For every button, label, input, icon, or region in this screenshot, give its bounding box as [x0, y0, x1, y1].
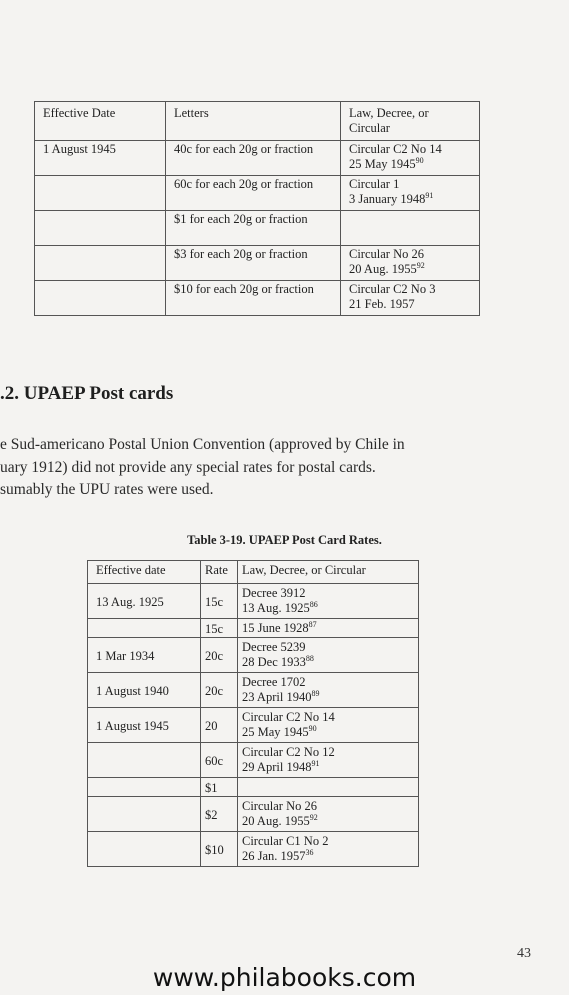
table-row	[35, 281, 480, 316]
law-date: 13 Aug. 1925	[242, 601, 310, 615]
law-date: 21 Feb. 1957	[349, 297, 415, 311]
law-date: 3 January 1948	[349, 192, 426, 206]
law-line	[349, 262, 471, 277]
footnote-ref: 92	[309, 812, 318, 822]
letters-table-body	[35, 141, 480, 316]
rate-cell: $2	[201, 797, 238, 832]
law-line	[242, 601, 414, 616]
table-caption: Table 3-19. UPAEP Post Card Rates.	[187, 533, 382, 547]
table-row	[88, 743, 419, 778]
postcard-rates-table	[87, 560, 419, 867]
law-date: 25 May 1945	[349, 157, 416, 171]
law-line: Circular C1 No 2	[242, 834, 329, 848]
footer-url: www.philabooks.com	[152, 963, 417, 992]
law-cell	[238, 673, 419, 708]
letters-rates-table	[34, 101, 480, 316]
law-cell	[238, 584, 419, 619]
footnote-ref: 88	[305, 653, 314, 663]
law-line	[242, 760, 414, 775]
law-line	[242, 814, 414, 829]
law-cell	[238, 832, 419, 867]
law-line: Circular C2 No 14	[242, 710, 335, 724]
rate-cell: 20	[201, 708, 238, 743]
rate-cell: $10 for each 20g or fraction	[166, 281, 341, 316]
law-line: Circular 1	[349, 177, 400, 191]
law-line	[242, 725, 414, 740]
date-cell: 1 August 1945	[35, 141, 166, 176]
section-heading: .2. UPAEP Post cards	[0, 383, 174, 404]
rate-cell: $1 for each 20g or fraction	[166, 211, 341, 246]
law-line	[349, 192, 471, 207]
law-line: Circular C2 No 14	[349, 142, 442, 156]
table-row	[88, 584, 419, 619]
footnote-ref: 91	[425, 190, 434, 200]
law-line: Decree 3912	[242, 586, 306, 600]
date-cell	[88, 619, 201, 638]
rate-cell: 60c	[201, 743, 238, 778]
law-date: 28 Dec 1933	[242, 655, 306, 669]
law-line	[349, 297, 471, 312]
law-date: 25 May 1945	[242, 725, 309, 739]
footnote-ref: 90	[308, 723, 317, 733]
law-line: Circular No 26	[242, 799, 317, 813]
body-line: sumably the UPU rates were used.	[0, 481, 214, 498]
law-line: Circular No 26	[349, 247, 424, 261]
table-row	[88, 778, 419, 797]
law-line: Decree 1702	[242, 675, 306, 689]
law-line: Circular C2 No 12	[242, 745, 335, 759]
date-cell: 13 Aug. 1925	[88, 584, 201, 619]
footnote-ref: 87	[308, 619, 317, 629]
date-cell	[88, 797, 201, 832]
law-date: 29 April 1948	[242, 760, 312, 774]
header-rate: Rate	[201, 561, 238, 584]
date-cell	[35, 246, 166, 281]
law-cell	[238, 619, 419, 638]
table-row	[88, 673, 419, 708]
law-cell	[238, 743, 419, 778]
date-cell	[35, 281, 166, 316]
header-law: Law, Decree, or Circular	[341, 102, 480, 141]
law-date: 20 Aug. 1955	[349, 262, 417, 276]
date-cell: 1 Mar 1934	[88, 638, 201, 673]
date-cell: 1 August 1940	[88, 673, 201, 708]
law-date: 23 April 1940	[242, 690, 312, 704]
law-line: Decree 5239	[242, 640, 306, 654]
rate-cell: $10	[201, 832, 238, 867]
law-cell	[341, 176, 480, 211]
rate-cell: $1	[201, 778, 238, 797]
table-row	[88, 797, 419, 832]
body-line: uary 1912) did not provide any special rates for postal cards.	[0, 458, 376, 476]
table-row	[35, 246, 480, 281]
date-cell	[35, 176, 166, 211]
law-line: Circular C2 No 3	[349, 282, 436, 296]
table-header-row	[88, 561, 419, 584]
law-line	[349, 157, 471, 172]
header-effective-date: Effective Date	[35, 102, 166, 141]
rate-cell: 40c for each 20g or fraction	[166, 141, 341, 176]
footnote-ref: 91	[311, 758, 320, 768]
rate-cell: 15c	[201, 619, 238, 638]
table-row	[88, 708, 419, 743]
rate-cell: 20c	[201, 673, 238, 708]
rate-cell: 60c for each 20g or fraction	[166, 176, 341, 211]
law-cell	[341, 211, 480, 246]
rate-cell: $3 for each 20g or fraction	[166, 246, 341, 281]
table-row	[88, 832, 419, 867]
postcard-table-body	[88, 584, 419, 867]
law-date: 15 June 1928	[242, 621, 309, 635]
table-row	[88, 638, 419, 673]
rate-cell: 20c	[201, 638, 238, 673]
law-cell	[341, 246, 480, 281]
page-number: 43	[517, 946, 531, 961]
date-cell	[88, 832, 201, 867]
date-cell: 1 August 1945	[88, 708, 201, 743]
law-line	[242, 655, 414, 670]
rate-cell: 15c	[201, 584, 238, 619]
law-cell	[341, 281, 480, 316]
header-letters: Letters	[166, 102, 341, 141]
header-effective-date: Effective date	[88, 561, 201, 584]
header-law: Law, Decree, or Circular	[238, 561, 419, 584]
table-row	[88, 619, 419, 638]
body-line: e Sud-americano Postal Union Convention (approved by Chile in	[0, 436, 405, 453]
law-line	[242, 849, 414, 864]
table-row	[35, 176, 480, 211]
law-cell	[238, 778, 419, 797]
law-cell	[238, 708, 419, 743]
law-cell	[238, 638, 419, 673]
footnote-ref: 86	[309, 599, 318, 609]
table-row	[35, 211, 480, 246]
table-header-row	[35, 102, 480, 141]
body-paragraph	[0, 434, 541, 502]
law-cell	[341, 141, 480, 176]
law-line	[242, 621, 414, 636]
footnote-ref: 89	[311, 688, 320, 698]
table-row	[35, 141, 480, 176]
law-cell	[238, 797, 419, 832]
law-date: 20 Aug. 1955	[242, 814, 310, 828]
footnote-ref: 36	[305, 847, 314, 857]
law-date: 26 Jan. 1957	[242, 849, 306, 863]
footnote-ref: 92	[416, 260, 425, 270]
date-cell	[88, 778, 201, 797]
date-cell	[35, 211, 166, 246]
law-line	[242, 690, 414, 705]
footnote-ref: 90	[415, 155, 424, 165]
date-cell	[88, 743, 201, 778]
